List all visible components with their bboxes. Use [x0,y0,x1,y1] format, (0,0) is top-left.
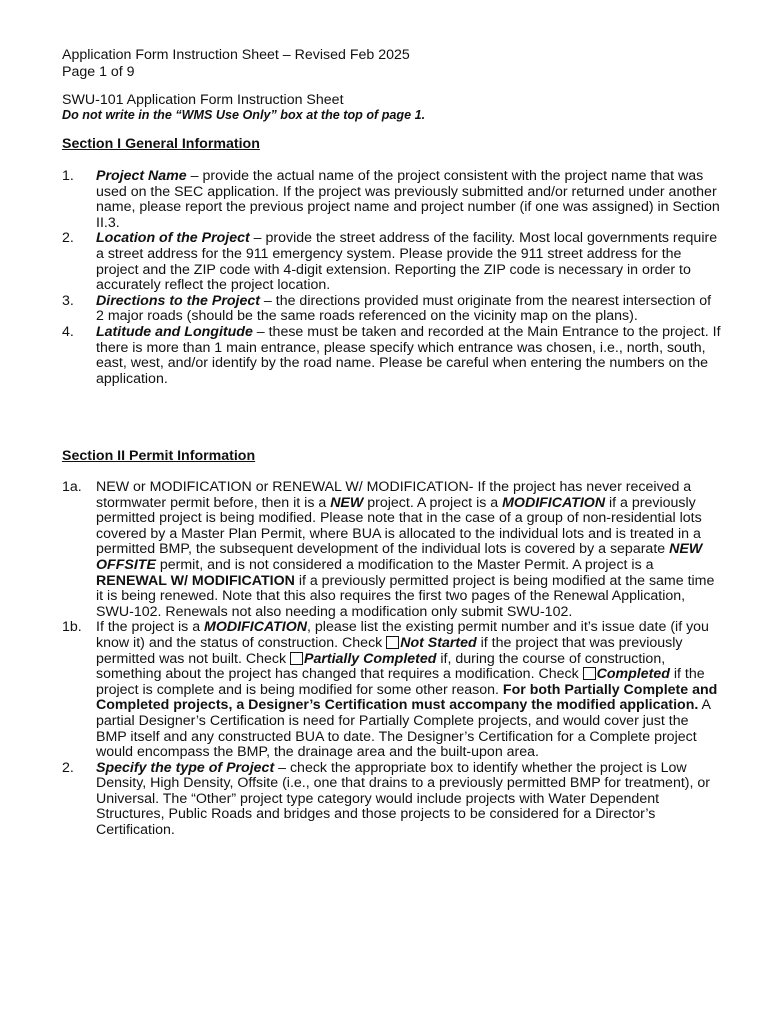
revision-title: Application Form Instruction Sheet – Revised Feb 2025 [62,47,410,63]
item-text: if a previously permitted project is being modified. Please note that in the case of a group of non-residential lots covered by a Master Plan Permit, where BUA is allocated to the individual lots and is treated in a permitted BMP, the subsequent development of the individual lots is covered by a separate [96,494,702,558]
renewal-term: RENEWAL W/ MODIFICATION [96,572,295,589]
wms-note: Do not write in the “WMS Use Only” box at the top of page 1. [62,108,426,122]
item-text: permit, and is not considered a modification to the Master Permit. A project is a [155,556,654,573]
section-2-heading: Section II Permit Information [62,448,256,464]
item-number: 1. [62,168,74,184]
not-started-label: Not Started [400,634,477,651]
list-item [62,169,722,231]
new-term: NEW [330,494,364,511]
list-item [62,294,722,325]
item-term: Location of the Project [96,230,250,247]
item-number: 2. [62,759,74,776]
designer-certification-requirement: For both Partially Complete and Completed projects, a Designer’s Certification must accompany the modified application. [96,681,718,714]
item-text: A partial Designer’s Certification is need for Partially Complete projects, and would cover just the BMP itself and any constructed BUA to date. The Designer’s Certification for a Complete project would encompass the BMP, the drainage area and the built-upon area. [96,697,711,761]
completed-checkbox-icon [583,667,596,680]
item-text: If the project is a [96,619,205,636]
list-item-1a [62,480,722,620]
item-text: – provide the actual name of the project consistent with the project name that was used on the SEC application. If the project was previously submitted and/or returned under another name, please report the previous project name and project number (if one was assigned) in Section II.3. [96,168,720,231]
modification-term: MODIFICATION [502,494,606,511]
list-item [62,231,722,293]
page-number: Page 1 of 9 [62,64,135,80]
item-text: NEW or MODIFICATION or RENEWAL W/ MODIFICATION- If the project has never received a stormwater permit before, then it is a [96,479,692,511]
item-text: project. A project is a [363,494,503,511]
item-text: – check the appropriate box to identify whether the project is Low Density, High Density, Offsite (i.e., one that drains to a previously permitted BMP for treatment), or Universal. The “Other” project type category would include projects with Water Dependent Structures, Public Roads and bridges and those projects to be considered for a Director’s Certification. [96,759,710,839]
section-2-list [62,480,722,839]
completed-label: Completed [596,666,670,683]
item-text: – these must be taken and recorded at the Main Entrance to the project. If there is more than 1 main entrance, please specify which entrance was chosen, i.e., north, south, east, west, and/or identify by the road name. Please be careful when entering the numbers on the application. [96,323,721,387]
form-title: SWU-101 Application Form Instruction Sheet [62,92,344,108]
item-term: Project Name [96,168,187,184]
item-number: 1b. [62,619,82,636]
partially-completed-checkbox-icon [290,652,303,665]
list-item [62,325,722,387]
item-term: Specify the type of Project [96,759,275,776]
item-term: Latitude and Longitude [96,323,253,340]
section-1-heading: Section I General Information [62,136,260,152]
item-number: 1a. [62,479,82,495]
new-offsite-term: NEW OFFSITE [96,541,703,573]
item-text: – provide the street address of the facility. Most local governments require a street address for the 911 emergency system. Please provide the 911 street address for the project and the ZIP code with 4-digit extension. Reporting the ZIP code is necessary in order to accurately reflect the project location. [96,230,718,294]
modification-term: MODIFICATION [204,619,308,636]
item-text: if the project is complete and is being modified for some other reason. [96,666,705,698]
list-item-2 [62,761,722,839]
item-text: , please list the existing permit number and it’s issue date (if you know it) and the status of construction. Check [96,619,709,651]
item-number: 4. [62,323,74,340]
list-item-1b [62,620,722,760]
not-started-checkbox-icon [386,636,399,649]
item-text: if the project that was previously permitted was not built. Check [96,634,683,667]
item-term: Directions to the Project [96,292,260,309]
item-text: – the directions provided must originate from the nearest intersection of 2 major roads (should be the same roads referenced on the vicinity map on the plans). [96,292,712,325]
item-text: if, during the course of construction, something about the project has changed that requires a modification. Check [96,650,666,683]
item-text: if a previously permitted project is being modified at the same time it is being renewed. Note that this also requires the first two pages of the Renewal Application, SWU-102. Renewals not also needing a modification only submit SWU-102. [96,572,715,620]
section-1-list [62,169,722,387]
partially-completed-label: Partially Completed [303,650,437,667]
item-number: 2. [62,230,74,247]
item-number: 3. [62,292,74,309]
